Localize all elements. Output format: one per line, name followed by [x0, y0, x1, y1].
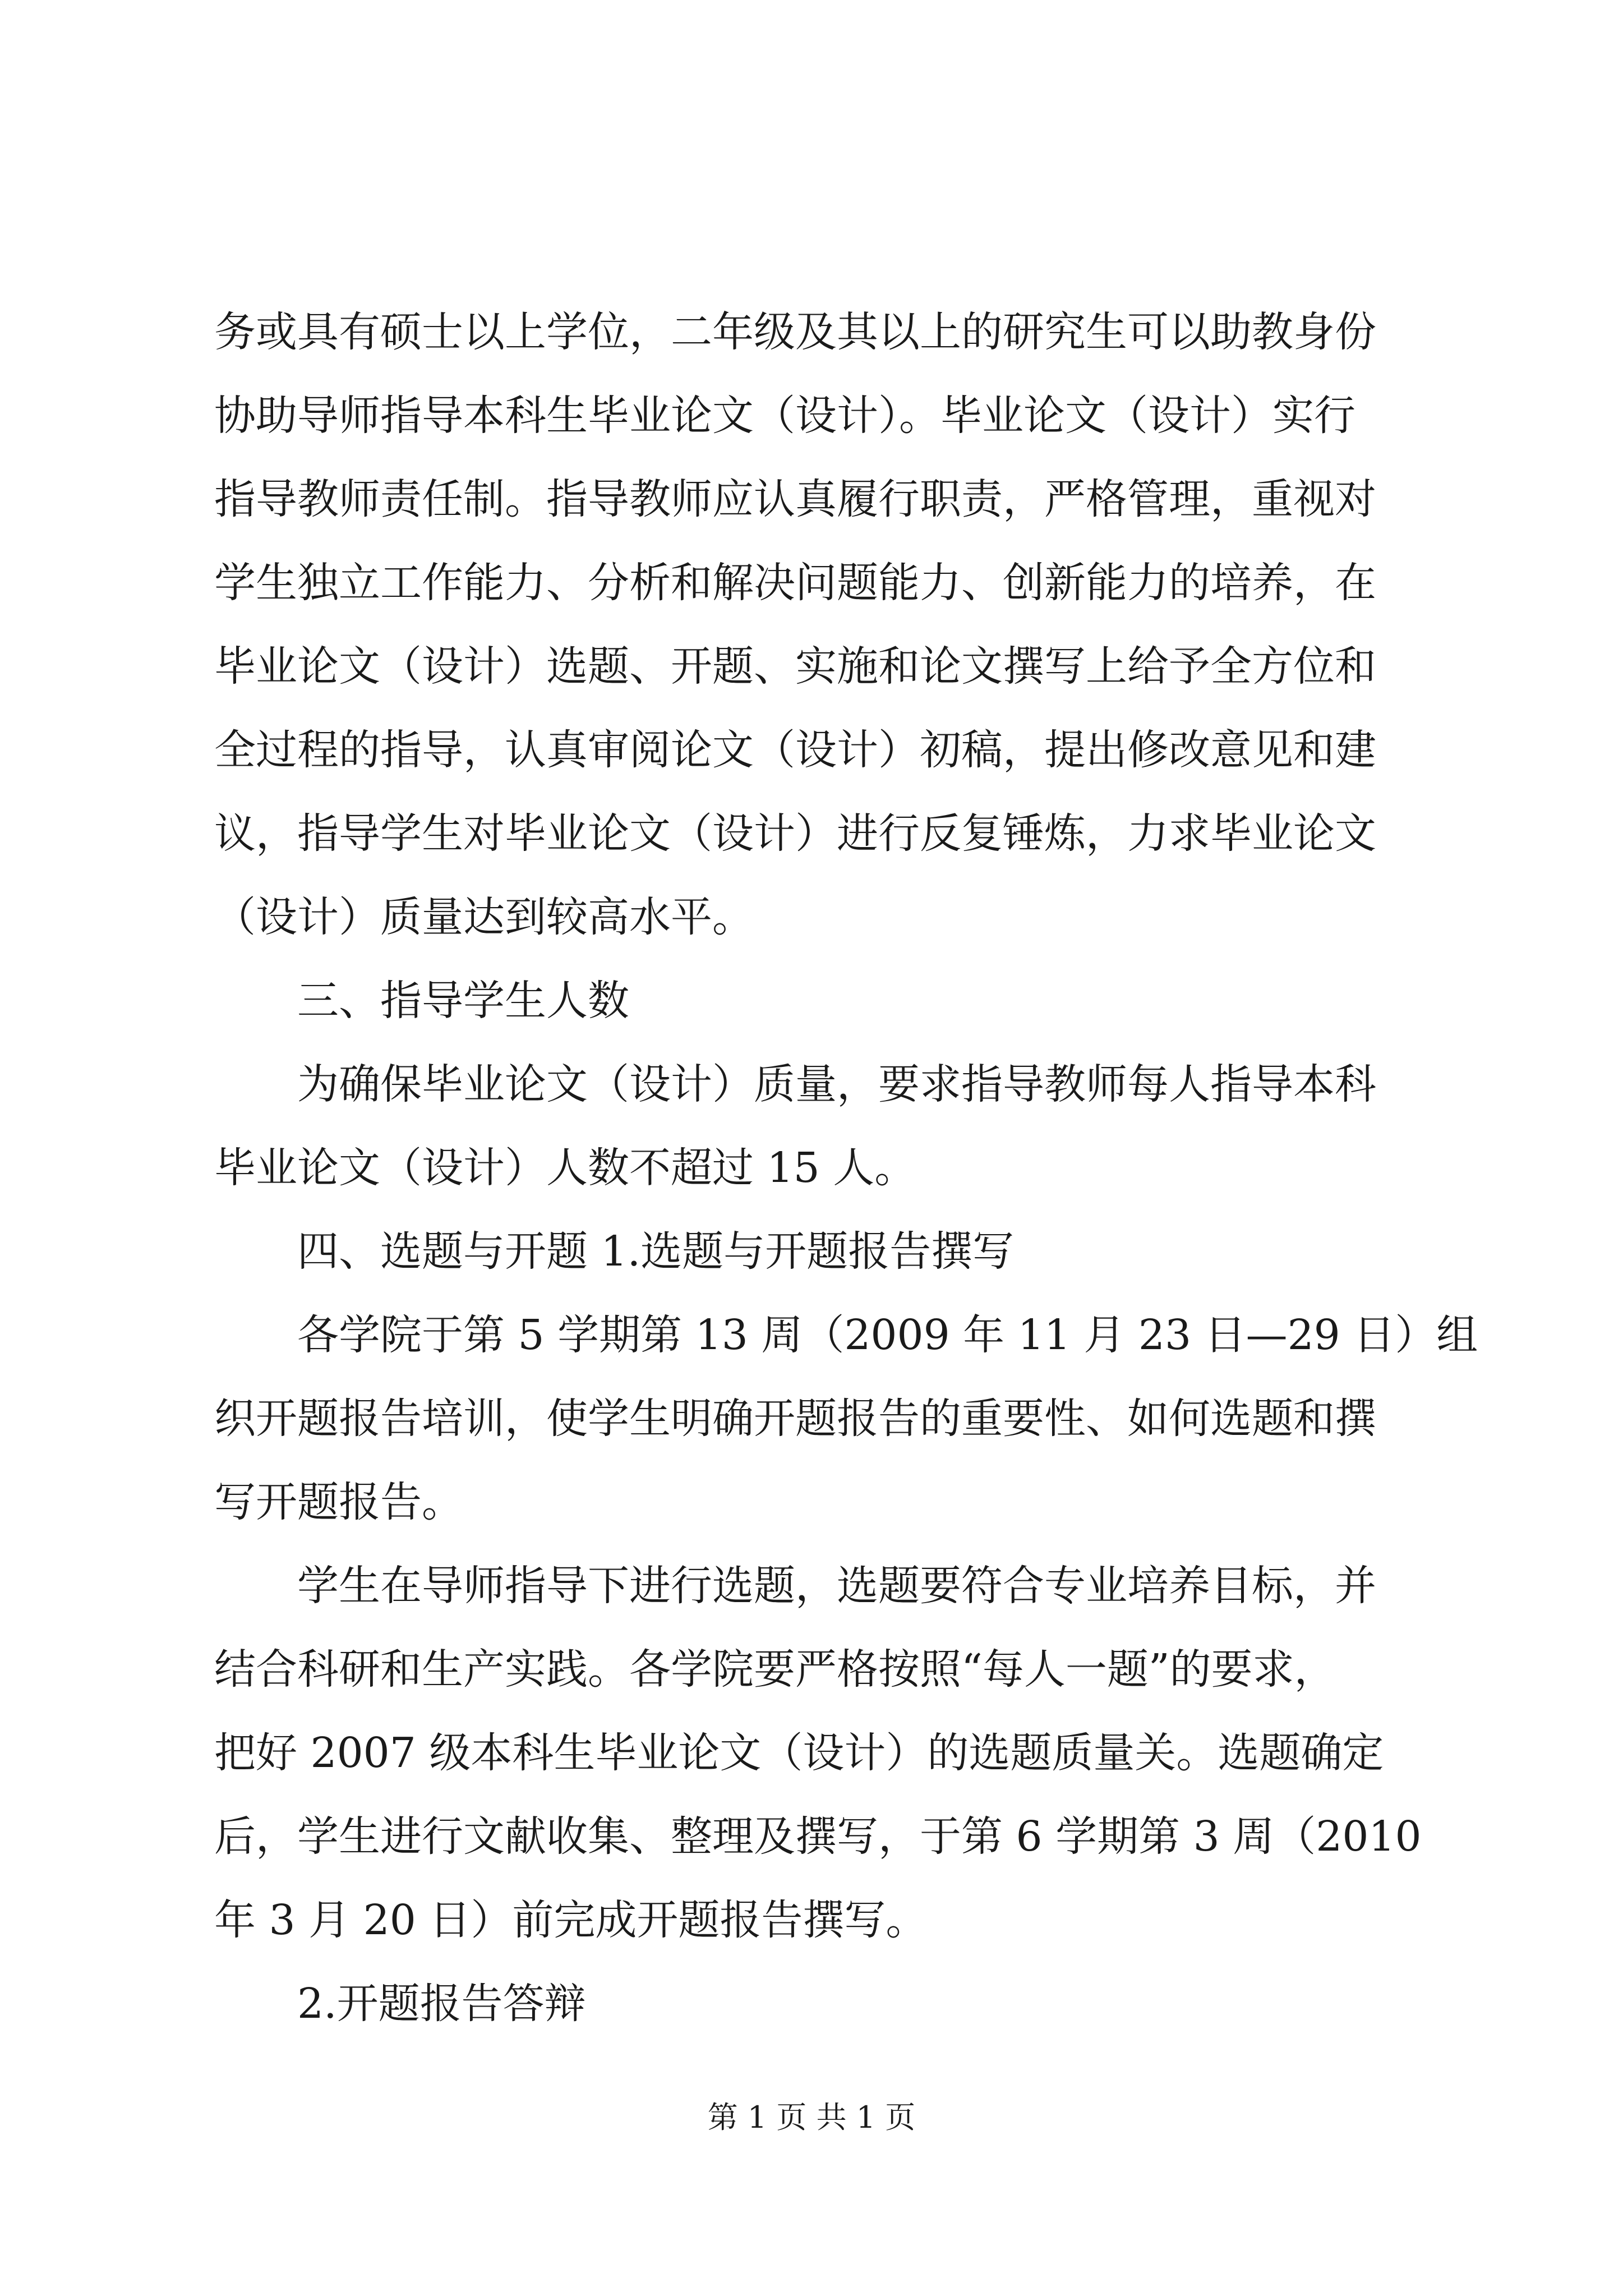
section-heading: 2.开题报告答辩 — [297, 1980, 586, 2028]
paragraph-line: 毕业论文（设计）选题、开题、实施和论文撰写上给予全方位和 — [214, 642, 1376, 691]
paragraph-line: 把好 2007 级本科生毕业论文（设计）的选题质量关。选题确定 — [214, 1729, 1384, 1777]
section-heading: 四、选题与开题 1.选题与开题报告撰写 — [297, 1227, 1015, 1276]
paragraph-line: 议，指导学生对毕业论文（设计）进行反复锤炼，力求毕业论文 — [214, 809, 1376, 858]
paragraph-line: 全过程的指导，认真审阅论文（设计）初稿，提出修改意见和建 — [214, 726, 1376, 774]
paragraph-line: 织开题报告培训，使学生明确开题报告的重要性、如何选题和撰 — [214, 1395, 1376, 1443]
paragraph-line: 写开题报告。 — [214, 1478, 463, 1526]
paragraph-line: 学生独立工作能力、分析和解决问题能力、创新能力的培养，在 — [214, 559, 1376, 607]
document-body — [214, 291, 1478, 2046]
paragraph-line: 务或具有硕士以上学位，二年级及其以上的研究生可以助教身份 — [214, 308, 1376, 356]
paragraph-line: 各学院于第 5 学期第 13 周（2009 年 11 月 23 日—29 日）组 — [297, 1311, 1478, 1359]
paragraph-line: 后，学生进行文献收集、整理及撰写，于第 6 学期第 3 周（2010 — [214, 1812, 1422, 1861]
paragraph-line: 指导教师责任制。指导教师应认真履行职责，严格管理，重视对 — [214, 475, 1376, 523]
paragraph-line: 年 3 月 20 日）前完成开题报告撰写。 — [214, 1896, 928, 1944]
section-heading: 三、指导学生人数 — [297, 977, 629, 1025]
paragraph-line: （设计）质量达到较高水平。 — [214, 893, 754, 941]
paragraph-line: 学生在导师指导下进行选题，选题要符合专业培养目标，并 — [297, 1562, 1376, 1610]
paragraph-line: 结合科研和生产实践。各学院要严格按照“每人一题”的要求， — [214, 1645, 1336, 1694]
paragraph-line: 协助导师指导本科生毕业论文（设计）。毕业论文（设计）实行 — [214, 392, 1355, 440]
paragraph-line: 毕业论文（设计）人数不超过 15 人。 — [214, 1144, 916, 1192]
page-footer: 第 1 页 共 1 页 — [707, 2100, 916, 2135]
paragraph-line: 为确保毕业论文（设计）质量，要求指导教师每人指导本科 — [297, 1060, 1376, 1108]
